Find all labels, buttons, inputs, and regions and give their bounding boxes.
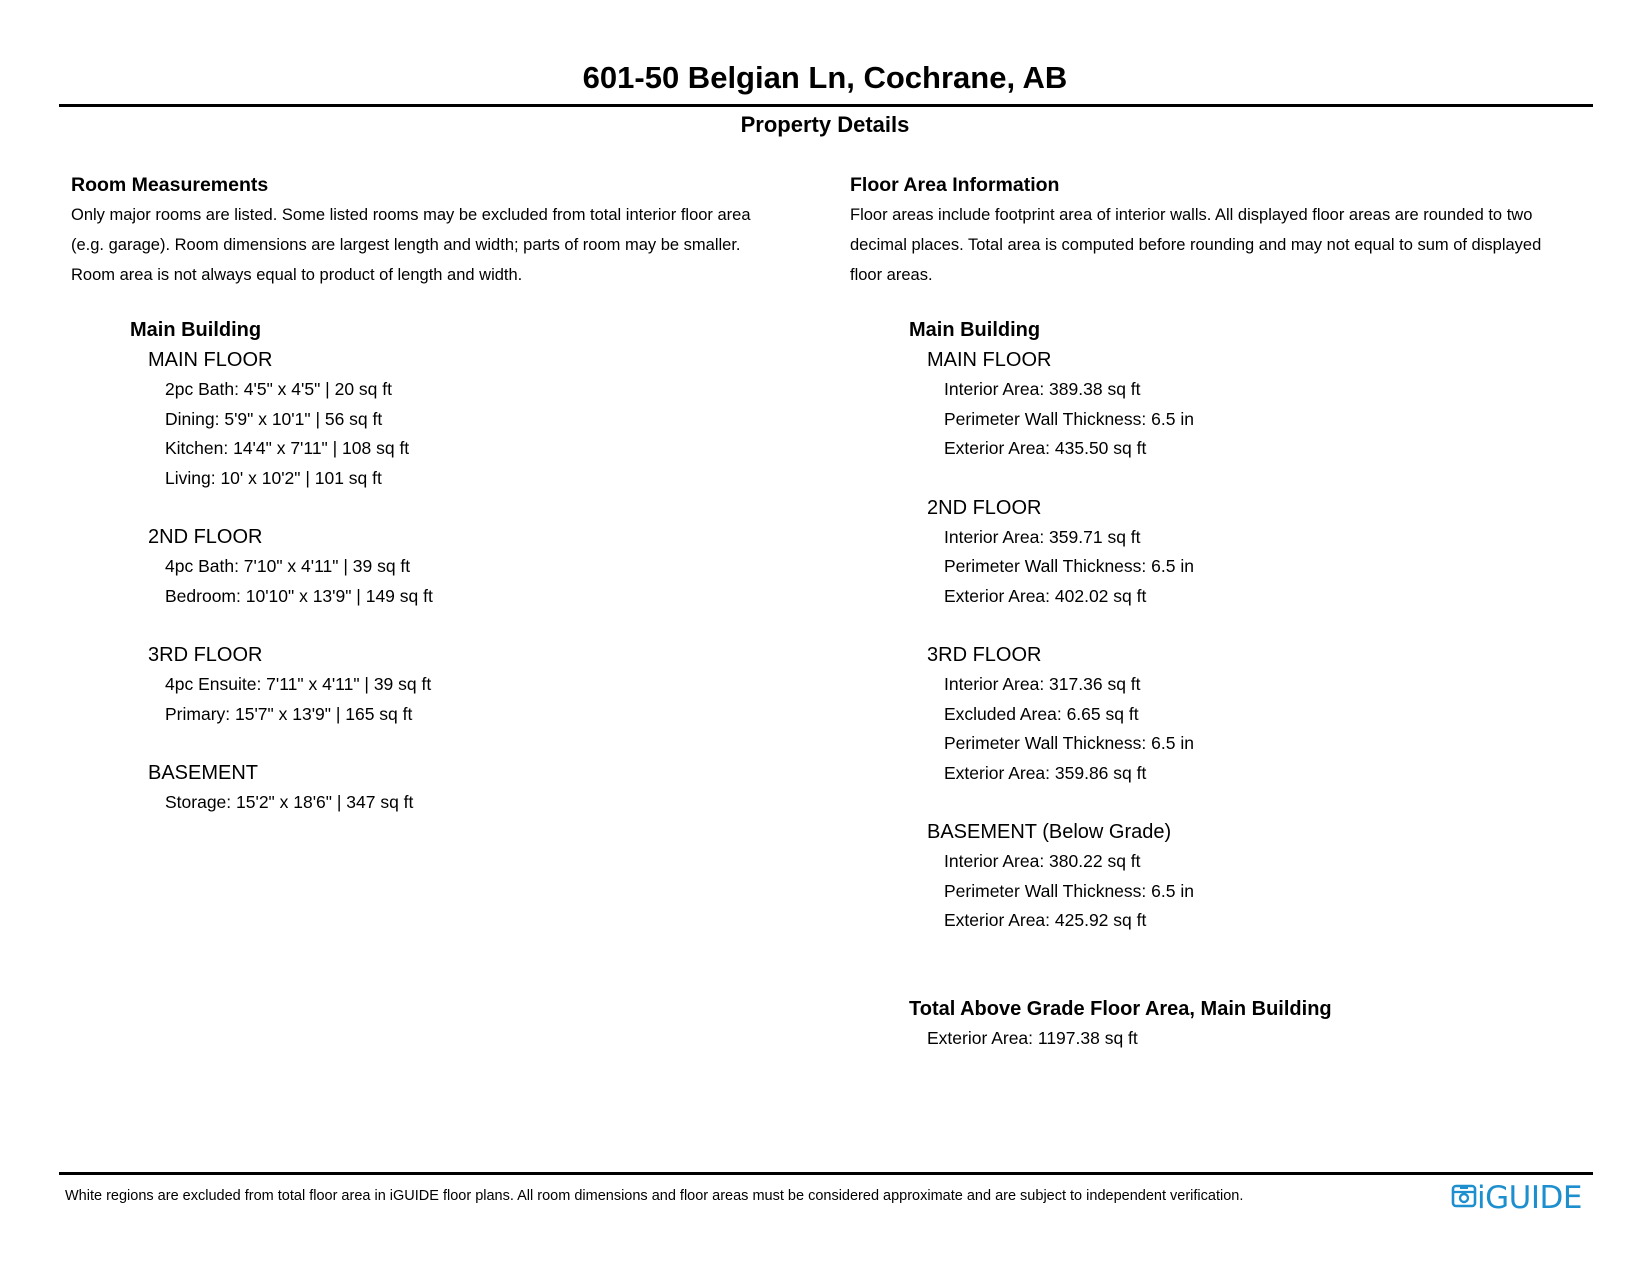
area-item: Interior Area: 389.38 sq ft bbox=[944, 379, 1141, 399]
floor-block bbox=[148, 640, 811, 729]
area-item: Perimeter Wall Thickness: 6.5 in bbox=[944, 733, 1194, 753]
floor-block bbox=[927, 817, 1610, 936]
total-area-heading: Total Above Grade Floor Area, Main Building bbox=[909, 997, 1332, 1020]
room-measurements-section bbox=[71, 170, 811, 818]
total-area-block bbox=[909, 994, 1610, 1054]
area-item: Exterior Area: 402.02 sq ft bbox=[944, 585, 1147, 606]
area-item: Exterior Area: 435.50 sq ft bbox=[944, 438, 1147, 458]
room-item: Living: 10' x 10'2" | 101 sq ft bbox=[165, 467, 382, 488]
floor-name: 2ND FLOOR bbox=[148, 526, 263, 548]
footer-disclaimer: White regions are excluded from total floor area in iGUIDE floor plans. All room dimensions and floor areas must be considered approximate and are subject to independent verification. bbox=[65, 1188, 1244, 1204]
area-item: Perimeter Wall Thickness: 6.5 in bbox=[944, 880, 1194, 901]
floor-name: 3RD FLOOR bbox=[148, 644, 263, 666]
section-heading: Floor Area Information bbox=[850, 174, 1060, 196]
room-item: 4pc Bath: 7'10" x 4'11" | 39 sq ft bbox=[165, 556, 411, 576]
header-divider bbox=[59, 104, 1593, 107]
iguide-logo-text: iGUIDE bbox=[1477, 1180, 1582, 1216]
area-item: Interior Area: 380.22 sq ft bbox=[944, 851, 1141, 871]
room-item: 2pc Bath: 4'5" x 4'5" | 20 sq ft bbox=[165, 379, 392, 399]
intro-line: (e.g. garage). Room dimensions are largest length and width; parts of room may be smaller. bbox=[71, 236, 741, 254]
page-subtitle: Property Details bbox=[740, 112, 910, 137]
intro-line: Floor areas include footprint area of interior walls. All displayed floor areas are rounded to two bbox=[850, 206, 1533, 224]
building-heading: Main Building bbox=[130, 319, 262, 341]
floor-block bbox=[148, 758, 811, 818]
iguide-camera-icon bbox=[1451, 1183, 1477, 1213]
floor-name: BASEMENT bbox=[148, 762, 259, 784]
room-item: Bedroom: 10'10" x 13'9" | 149 sq ft bbox=[165, 585, 433, 606]
floor-block bbox=[927, 493, 1610, 612]
room-item: 4pc Ensuite: 7'11" x 4'11" | 39 sq ft bbox=[165, 674, 432, 694]
floor-name: BASEMENT (Below Grade) bbox=[927, 821, 1172, 843]
room-item: Primary: 15'7" x 13'9" | 165 sq ft bbox=[165, 703, 413, 724]
floor-block bbox=[927, 345, 1610, 464]
floor-block bbox=[148, 345, 811, 493]
iguide-logo bbox=[1451, 1181, 1582, 1215]
floor-block bbox=[927, 640, 1610, 788]
floor-block bbox=[148, 522, 811, 611]
building-block bbox=[909, 315, 1610, 936]
intro-line: decimal places. Total area is computed before rounding and may not equal to sum of displayed bbox=[850, 236, 1542, 254]
building-block bbox=[130, 315, 811, 818]
section-heading: Room Measurements bbox=[71, 174, 269, 196]
room-item: Dining: 5'9" x 10'1" | 56 sq ft bbox=[165, 408, 383, 429]
footer-divider bbox=[59, 1172, 1593, 1175]
area-item: Interior Area: 317.36 sq ft bbox=[944, 674, 1141, 694]
area-item: Interior Area: 359.71 sq ft bbox=[944, 526, 1141, 547]
intro-line: Only major rooms are listed. Some listed rooms may be excluded from total interior floor area bbox=[71, 206, 751, 224]
area-item: Excluded Area: 6.65 sq ft bbox=[944, 703, 1139, 724]
area-item: Exterior Area: 359.86 sq ft bbox=[944, 762, 1147, 783]
room-item: Storage: 15'2" x 18'6" | 347 sq ft bbox=[165, 792, 414, 812]
floor-name: 3RD FLOOR bbox=[927, 644, 1042, 666]
building-heading: Main Building bbox=[909, 319, 1041, 341]
floor-name: MAIN FLOOR bbox=[927, 349, 1052, 371]
intro-line: floor areas. bbox=[850, 266, 933, 284]
floor-area-section bbox=[850, 170, 1610, 1053]
intro-line: Room area is not always equal to product of length and width. bbox=[71, 266, 523, 284]
area-item: Exterior Area: 425.92 sq ft bbox=[944, 910, 1147, 930]
room-item: Kitchen: 14'4" x 7'11" | 108 sq ft bbox=[165, 438, 410, 458]
area-item: Perimeter Wall Thickness: 6.5 in bbox=[944, 556, 1194, 576]
area-item: Perimeter Wall Thickness: 6.5 in bbox=[944, 408, 1194, 429]
page-title: 601-50 Belgian Ln, Cochrane, AB bbox=[582, 60, 1068, 95]
total-area-value: Exterior Area: 1197.38 sq ft bbox=[927, 1027, 1138, 1048]
floor-name: 2ND FLOOR bbox=[927, 496, 1042, 519]
floor-name: MAIN FLOOR bbox=[148, 349, 273, 371]
